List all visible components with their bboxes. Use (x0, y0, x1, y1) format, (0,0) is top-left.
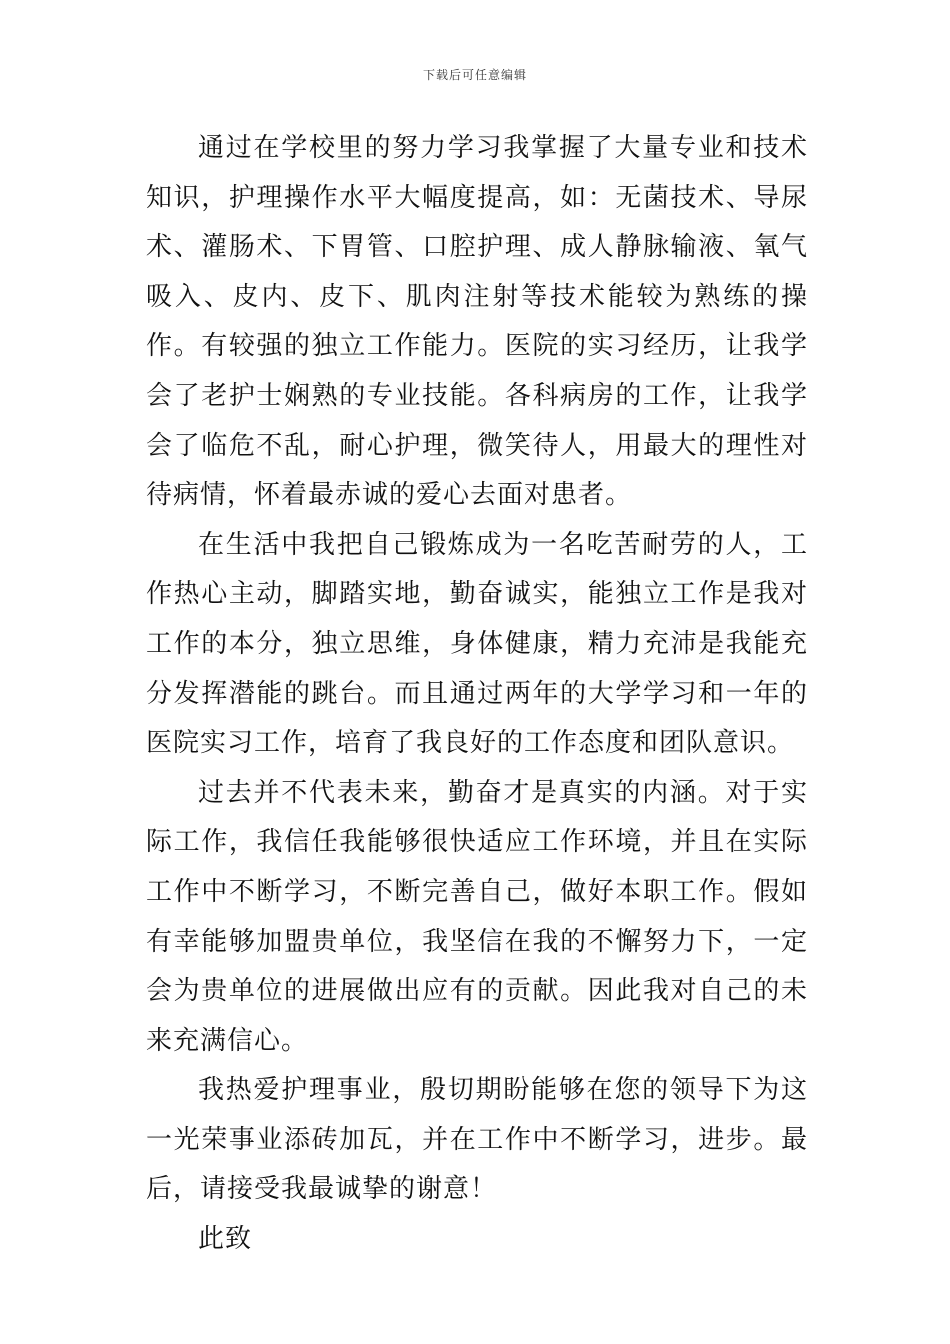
paragraph-character: 在生活中我把自己锻炼成为一名吃苦耐劳的人，工作热心主动，脚踏实地，勤奋诚实，能独立工作是我对工作的本分，独立思维，身体健康，精力充沛是我能充分发挥潜能的跳台。而且通过两年的大学学习和一年的医院实习工作，培育了我良好的工作态度和团队意识。 (146, 529, 808, 759)
paragraph-gratitude: 我热爱护理事业，殷切期盼能够在您的领导下为这一光荣事业添砖加瓦，并在工作中不断学习，进步。最后，请接受我最诚挚的谢意！ (146, 1075, 808, 1205)
closing-salutation: 此致 (198, 1224, 253, 1255)
paragraph-skills: 通过在学校里的努力学习我掌握了大量专业和技术知识，护理操作水平大幅度提高，如：无菌技术、导尿术、灌肠术、下胃管、口腔护理、成人静脉输液、氧气吸入、皮内、皮下、肌肉注射等技术能较为熟练的操作。有较强的独立工作能力。医院的实习经历，让我学会了老护士娴熟的专业技能。各科病房的工作，让我学会了临危不乱，耐心护理，微笑待人，用最大的理性对待病情，怀着最赤诚的爱心去面对患者。 (146, 133, 808, 511)
letter-body (146, 124, 808, 1265)
paragraph-future: 过去并不代表未来，勤奋才是真实的内涵。对于实际工作，我信任我能够很快适应工作环境，并且在实际工作中不断学习，不断完善自己，做好本职工作。假如有幸能够加盟贵单位，我坚信在我的不懈努力下，一定会为贵单位的进展做出应有的贡献。因此我对自己的未来充满信心。 (146, 777, 808, 1056)
page-header-note: 下载后可任意编辑 (422, 68, 527, 82)
